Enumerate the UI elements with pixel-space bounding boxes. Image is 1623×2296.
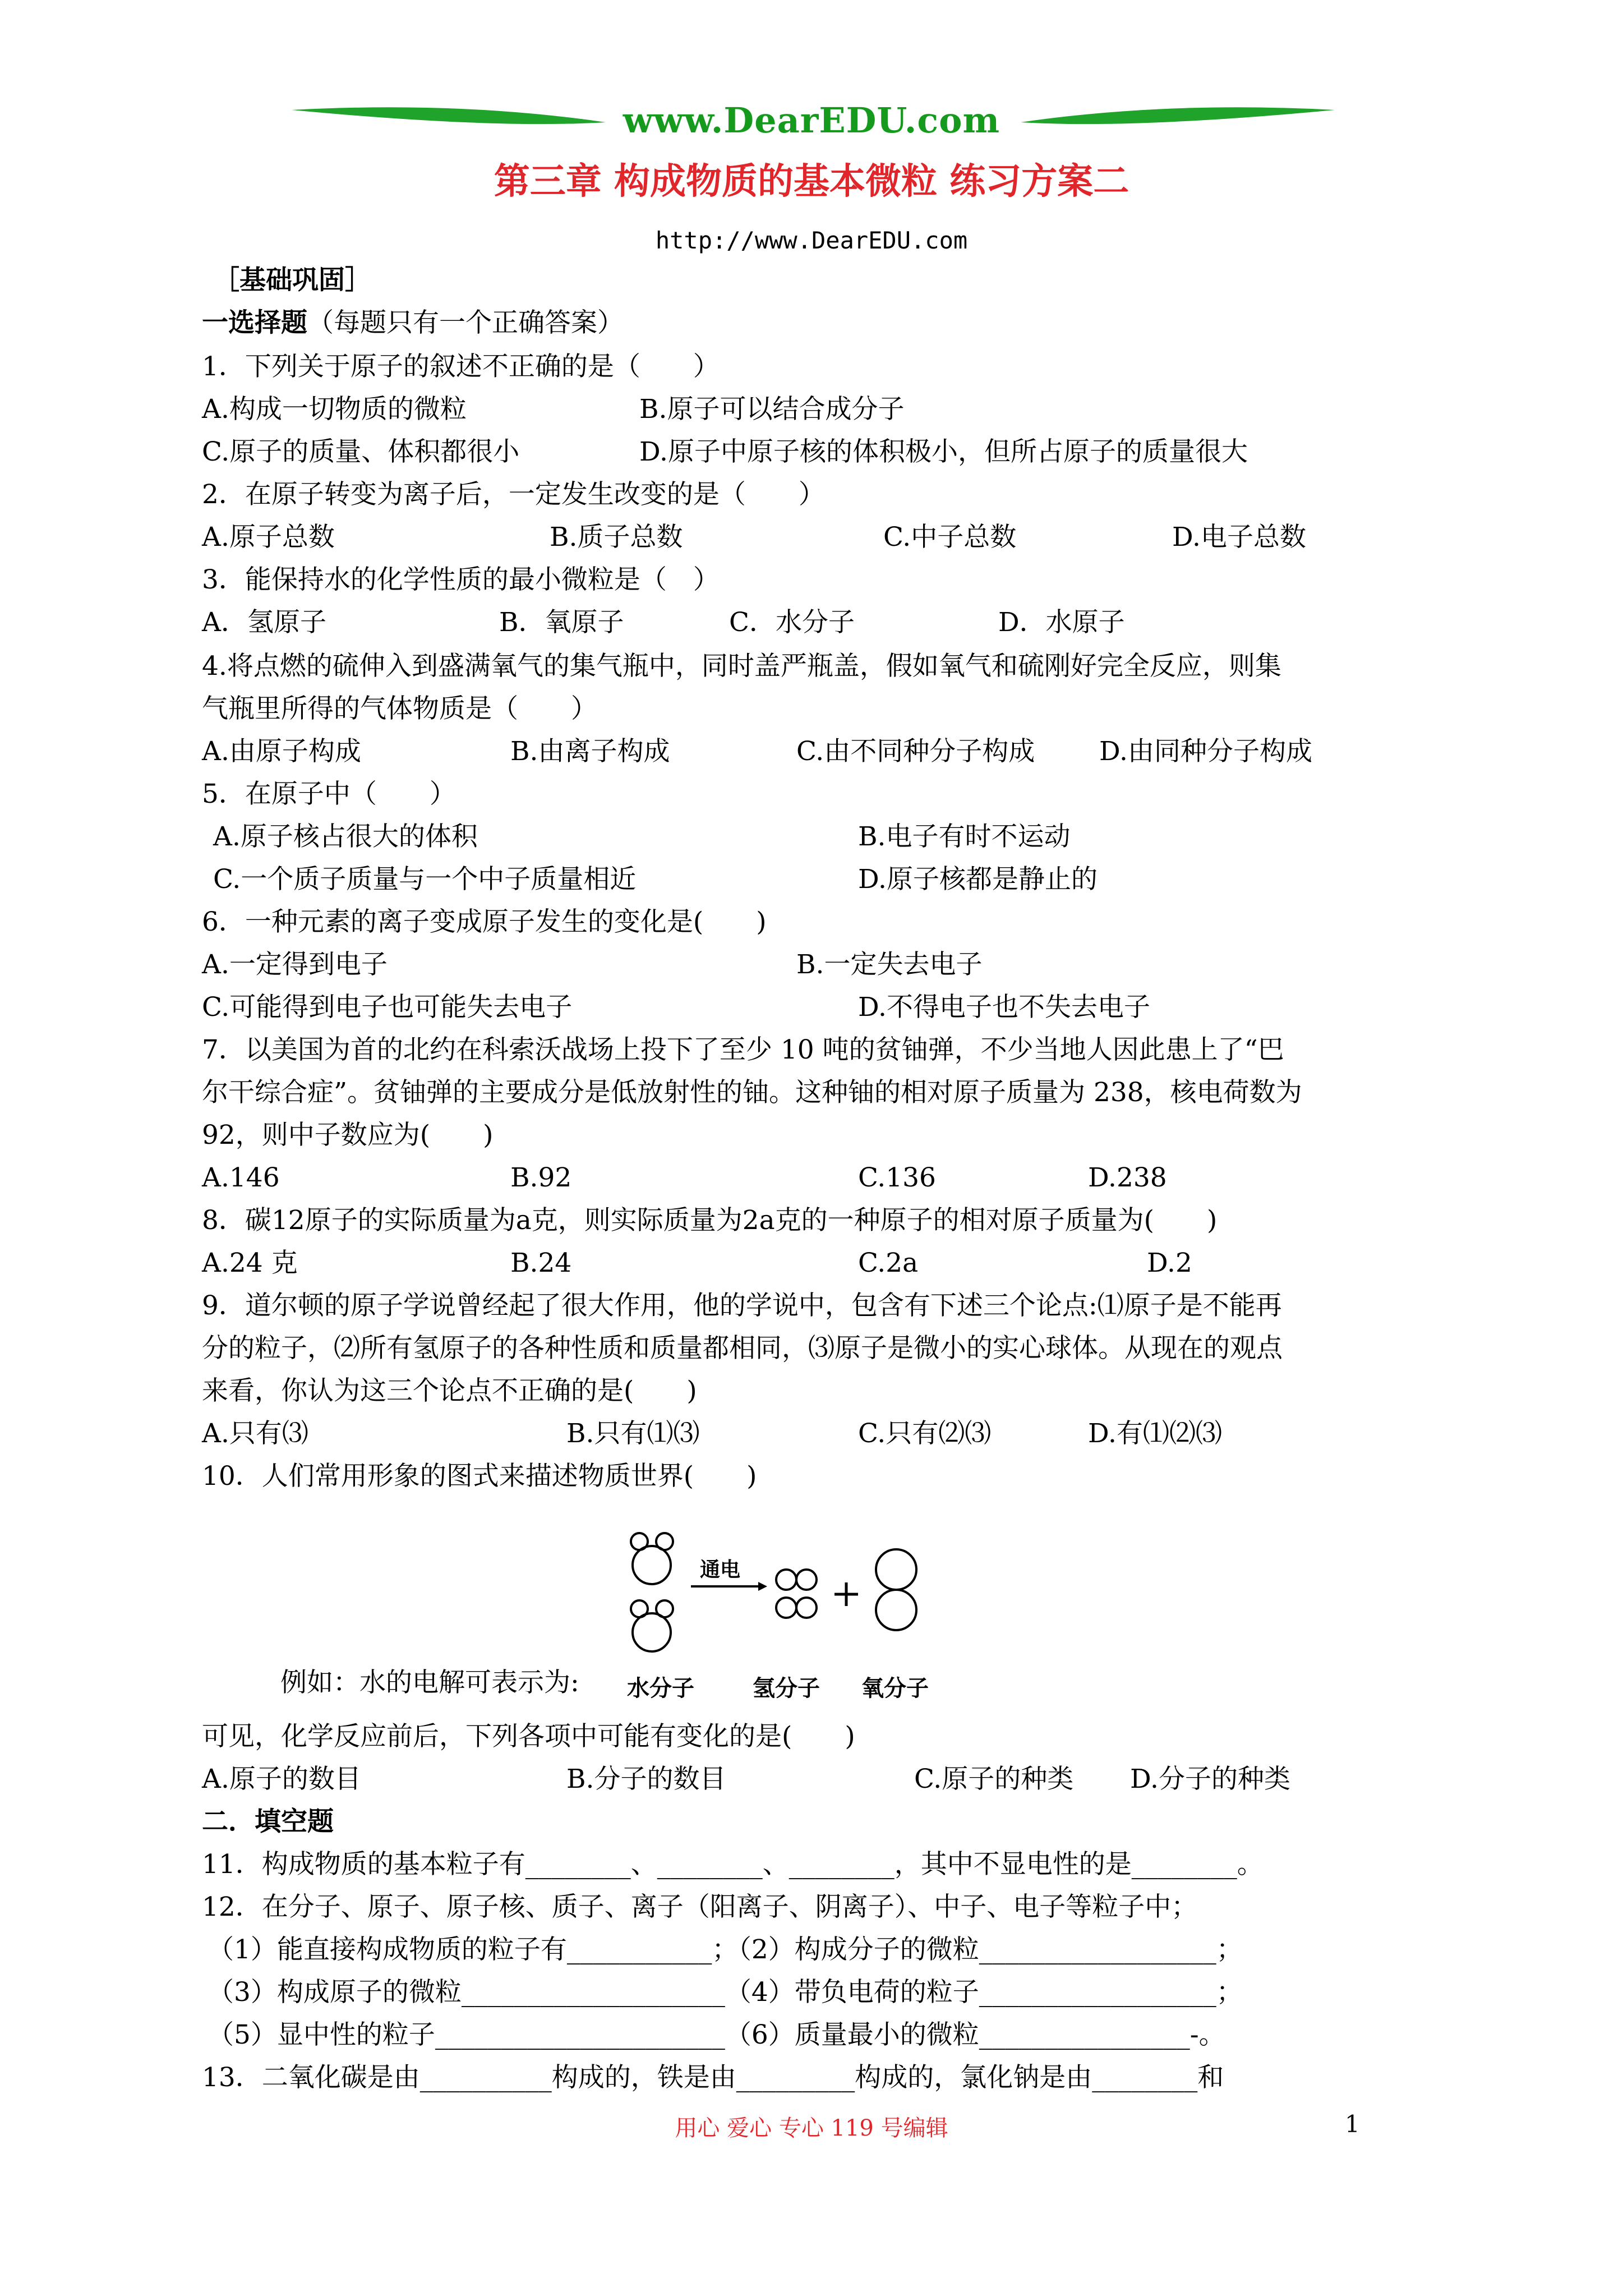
q9-option-d[interactable]: D.有⑴⑵⑶	[1088, 1418, 1222, 1449]
q12-row1: （1）能直接构成物质的粒子有___________；（2）构成分子的微粒__________________；	[208, 1934, 1243, 1965]
q7-option-c[interactable]: C.136	[858, 1162, 936, 1193]
part-one-heading: 一选择题	[202, 307, 307, 338]
q3-option-a[interactable]: A．氢原子	[202, 607, 326, 638]
electrolysis-diagram	[623, 1526, 953, 1705]
q4-stem-line1: 4.将点燃的硫伸入到盛满氧气的集气瓶中，同时盖严瓶盖，假如氧气和硫刚好完全反应，则集	[202, 651, 1281, 682]
part-two-heading: 二．填空题	[202, 1806, 334, 1837]
water2-h2	[656, 1600, 673, 1617]
q8-option-a[interactable]: A.24 克	[202, 1248, 298, 1278]
arrow-head	[758, 1582, 767, 1591]
q10-stem-2: 可见，化学反应前后，下列各项中可能有变化的是( )	[202, 1721, 855, 1752]
h2-1a	[776, 1570, 796, 1590]
q3-option-c[interactable]: C．水分子	[729, 607, 855, 638]
molecule-diagram	[623, 1526, 953, 1666]
q10-option-d[interactable]: D.分子的种类	[1130, 1764, 1290, 1795]
q13-text: 13．二氧化碳是由__________构成的，铁是由_________构成的，氯化钠是由________和	[202, 2062, 1224, 2093]
q6-option-d[interactable]: D.不得电子也不失去电子	[858, 992, 1150, 1023]
q4-option-d[interactable]: D.由同种分子构成	[1099, 736, 1312, 767]
q12-stem: 12．在分子、原子、原子核、质子、离子（阳离子、阴离子）、中子、电子等粒子中；	[202, 1892, 1198, 1922]
h2-2a	[776, 1598, 796, 1618]
q2-option-a[interactable]: A.原子总数	[202, 522, 335, 553]
q10-option-c[interactable]: C.原子的种类	[914, 1764, 1074, 1795]
water1-h2	[656, 1533, 673, 1550]
h2-2b	[796, 1598, 817, 1618]
o2-top	[876, 1549, 916, 1590]
water2-h1	[631, 1600, 648, 1617]
label-water-molecule: 水分子	[627, 1675, 694, 1701]
q5-stem: 5．在原子中（ ）	[202, 779, 456, 809]
part-one-note: （每题只有一个正确答案）	[307, 307, 624, 338]
q9-option-c[interactable]: C.只有⑵⑶	[858, 1418, 992, 1449]
label-hydrogen-molecule: 氢分子	[753, 1675, 820, 1701]
q9-stem-line2: 分的粒子，⑵所有氢原子的各种性质和质量都相同，⑶原子是微小的实心球体。从现在的观点	[202, 1333, 1283, 1364]
label-oxygen-molecule: 氧分子	[861, 1675, 929, 1701]
water2-oxygen	[633, 1613, 671, 1651]
q8-option-c[interactable]: C.2a	[858, 1248, 919, 1278]
q8-option-d[interactable]: D.2	[1147, 1248, 1192, 1278]
q12-row2: （3）构成原子的微粒____________________（4）带负电荷的粒子__________________；	[208, 1977, 1243, 2008]
q7-option-b[interactable]: B.92	[510, 1162, 572, 1193]
q3-stem: 3．能保持水的化学性质的最小微粒是（ ）	[202, 564, 720, 595]
footer-text: 用心 爱心 专心 119 号编辑	[675, 2115, 948, 2141]
water1-h1	[631, 1533, 648, 1550]
q5-option-a[interactable]: A.原子核占很大的体积	[213, 821, 478, 852]
q1-option-d[interactable]: D.原子中原子核的体积极小，但所占原子的质量很大	[639, 436, 1248, 467]
section-heading: ［基础巩固］	[213, 265, 371, 296]
q4-option-a[interactable]: A.由原子构成	[202, 736, 361, 767]
page-number: 1	[1345, 2110, 1360, 2138]
q5-option-b[interactable]: B.电子有时不运动	[858, 821, 1071, 852]
q7-option-d[interactable]: D.238	[1088, 1162, 1167, 1193]
header-url[interactable]: http://www.DearEDU.com	[655, 227, 968, 254]
q3-option-b[interactable]: B．氧原子	[499, 607, 624, 638]
q6-option-c[interactable]: C.可能得到电子也可能失去电子	[202, 992, 573, 1023]
q2-option-b[interactable]: B.质子总数	[550, 522, 683, 553]
q7-option-a[interactable]: A.146	[202, 1162, 280, 1193]
q8-stem: 8．碳12原子的实际质量为a克，则实际质量为2a克的一种原子的相对原子质量为( )	[202, 1205, 1218, 1236]
banner-text[interactable]: www.DearEDU.com	[623, 100, 1000, 141]
q5-option-d[interactable]: D.原子核都是静止的	[858, 864, 1098, 895]
o2-bottom	[876, 1590, 916, 1630]
q8-option-b[interactable]: B.24	[510, 1248, 572, 1278]
arrow-label: 通电	[700, 1558, 741, 1581]
q10-stem: 10．人们常用形象的图式来描述物质世界( )	[202, 1461, 757, 1492]
q6-option-a[interactable]: A.一定得到电子	[202, 949, 388, 980]
q6-stem: 6．一种元素的离子变成原子发生的变化是( )	[202, 907, 767, 937]
part-one-heading-row	[202, 306, 624, 340]
q3-option-d[interactable]: D．水原子	[998, 607, 1125, 638]
q2-stem: 2．在原子转变为离子后，一定发生改变的是（ ）	[202, 479, 825, 510]
q2-option-c[interactable]: C.中子总数	[883, 522, 1017, 553]
q9-stem-line1: 9．道尔顿的原子学说曾经起了很大作用，他的学说中，包含有下述三个论点:⑴原子是不能再	[202, 1290, 1282, 1321]
q7-stem-line2: 尔干综合症”。贫铀弹的主要成分是低放射性的铀。这种铀的相对原子质量为 238，核电荷数为	[202, 1077, 1302, 1108]
page-title: 第三章 构成物质的基本微粒 练习方案二	[494, 160, 1129, 203]
q9-option-b[interactable]: B.只有⑴⑶	[566, 1418, 700, 1449]
q1-stem: 1．下列关于原子的叙述不正确的是（ ）	[202, 351, 720, 382]
q1-option-a[interactable]: A.构成一切物质的微粒	[202, 394, 467, 425]
h2-1b	[796, 1570, 817, 1590]
q7-stem-line1: 7．以美国为首的北约在科索沃战场上投下了至少 10 吨的贫铀弹，不少当地人因此患上了“巴	[202, 1034, 1284, 1065]
q6-option-b[interactable]: B.一定失去电子	[796, 949, 983, 980]
q12-row3: （5）显中性的粒子______________________（6）质量最小的微粒________________-。	[208, 2019, 1225, 2050]
q4-option-c[interactable]: C.由不同种分子构成	[796, 736, 1035, 767]
q9-stem-line3: 来看，你认为这三个论点不正确的是( )	[202, 1375, 697, 1406]
q5-option-c[interactable]: C.一个质子质量与一个中子质量相近	[213, 864, 637, 895]
q2-option-d[interactable]: D.电子总数	[1172, 522, 1306, 553]
water1-oxygen	[633, 1546, 671, 1584]
q9-option-a[interactable]: A.只有⑶	[202, 1418, 308, 1449]
q11-text: 11．构成物质的基本粒子有________、________、________，其中不显电性的是________。	[202, 1849, 1264, 1880]
q1-option-c[interactable]: C.原子的质量、体积都很小	[202, 436, 520, 467]
q7-stem-line3: 92，则中子数应为( )	[202, 1120, 494, 1151]
q4-stem-line2: 气瓶里所得的气体物质是（ ）	[202, 693, 597, 724]
q10-example-text: 例如：水的电解可表示为:	[280, 1667, 579, 1698]
q4-option-b[interactable]: B.由离子构成	[510, 736, 670, 767]
q10-option-b[interactable]: B.分子的数目	[566, 1764, 726, 1795]
q1-option-b[interactable]: B.原子可以结合成分子	[639, 394, 905, 425]
q10-option-a[interactable]: A.原子的数目	[202, 1764, 361, 1795]
